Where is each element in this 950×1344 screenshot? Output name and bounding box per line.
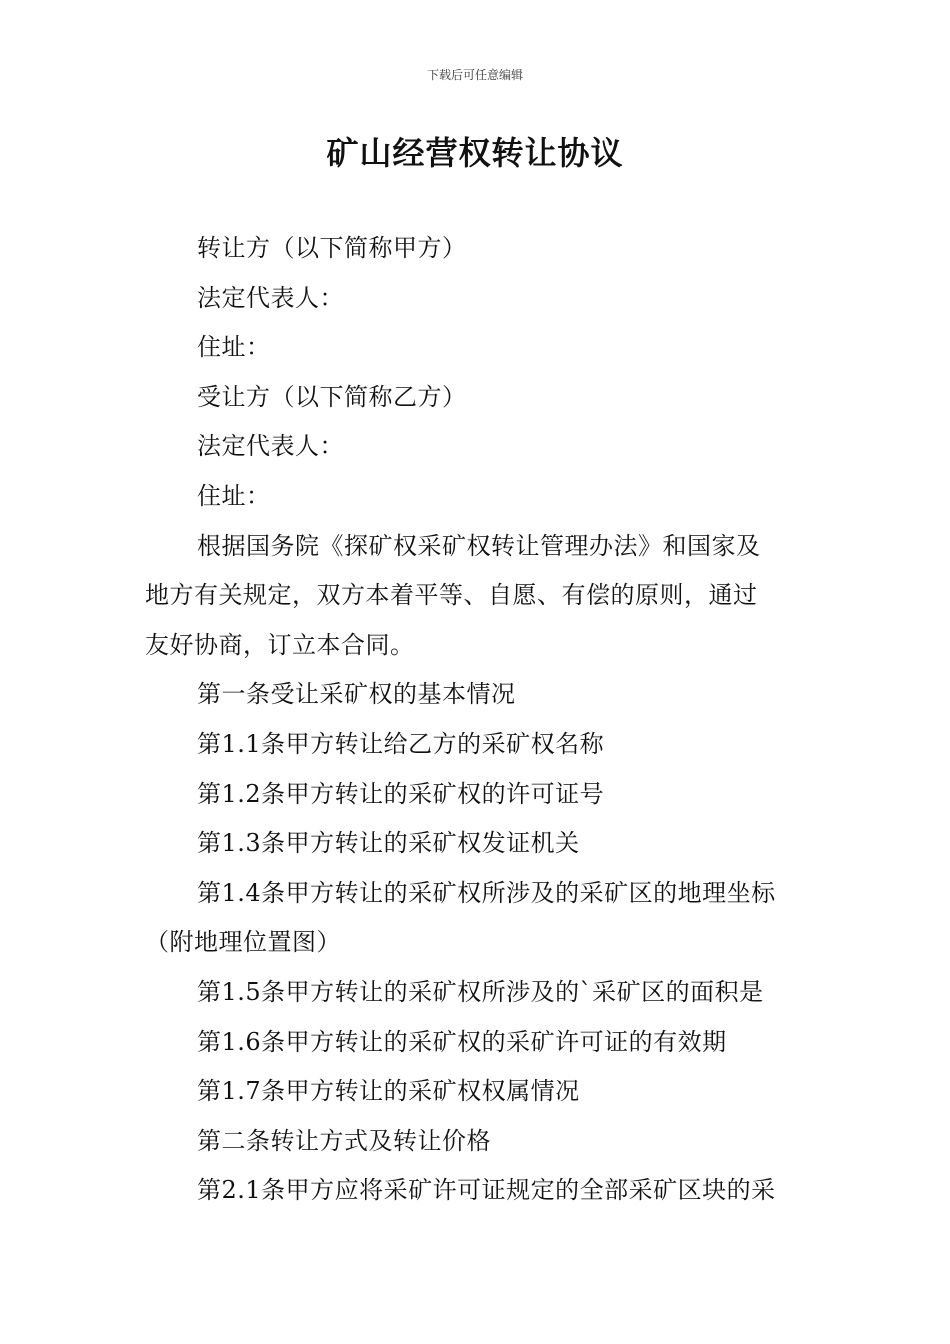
line-legal-rep-a: 法定代表人： [197,283,344,312]
line-address-a: 住址： [197,333,271,362]
clause-1-6: 第1.6条甲方转让的采矿权的采矿许可证的有效期 [197,1027,727,1056]
preamble-line-3: 友好协商，订立本合同。 [145,630,415,659]
page-header-note: 下载后可任意编辑 [426,68,523,82]
article-2-heading: 第二条转让方式及转让价格 [197,1126,491,1155]
preamble-line-2: 地方有关规定，双方本着平等、自愿、有偿的原则，通过 [145,581,758,610]
clause-2-1: 第2.1条甲方应将采矿许可证规定的全部采矿区块的采 [197,1176,776,1205]
article-1-heading: 第一条受让采矿权的基本情况 [197,680,516,709]
preamble-line-1: 根据国务院《探矿权采矿权转让管理办法》和国家及 [197,531,761,560]
clause-1-2: 第1.2条甲方转让的采矿权的许可证号 [197,779,605,808]
document-title: 矿山经营权转让协议 [326,134,624,172]
clause-1-4-cont: （附地理位置图） [145,928,341,957]
line-legal-rep-b: 法定代表人： [197,432,344,461]
clause-1-5: 第1.5条甲方转让的采矿权所涉及的`采矿区的面积是 [197,977,764,1006]
line-transferee: 受让方（以下简称乙方） [197,382,467,411]
clause-1-4: 第1.4条甲方转让的采矿权所涉及的采矿区的地理坐标 [197,878,776,907]
clause-1-1: 第1.1条甲方转让给乙方的采矿权名称 [197,729,605,758]
line-address-b: 住址： [197,481,271,510]
clause-1-7: 第1.7条甲方转让的采矿权权属情况 [197,1077,580,1106]
line-transferor: 转让方（以下简称甲方） [197,234,467,262]
document-body [145,224,810,1216]
clause-1-3: 第1.3条甲方转让的采矿权发证机关 [197,829,580,858]
